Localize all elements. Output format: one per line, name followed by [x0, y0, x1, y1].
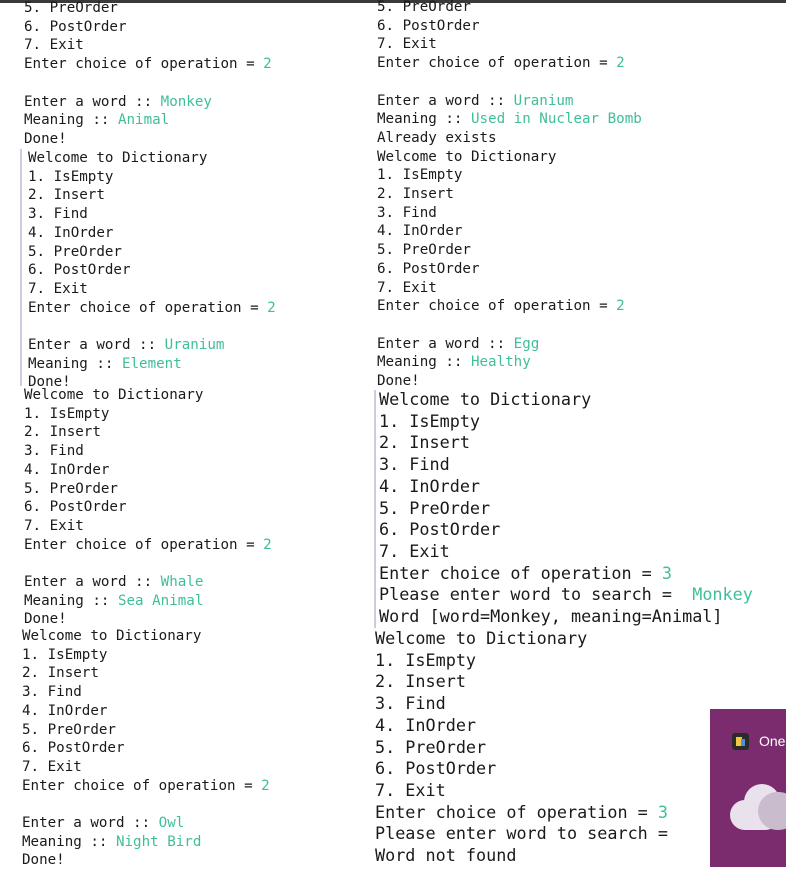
status-line: Already exists [377, 129, 497, 146]
word-input-line: Enter a word :: Uranium [377, 92, 574, 109]
word-value: Uranium [164, 337, 225, 354]
search-line: Please enter word to search = [375, 823, 679, 844]
choice-value: 2 [263, 56, 272, 73]
choice-line: Enter choice of operation = 3 [379, 562, 672, 583]
menu-item: 7. Exit [22, 758, 82, 775]
menu-item: 1. IsEmpty [24, 405, 110, 422]
toast-title: One [759, 733, 786, 749]
welcome-line: Welcome to Dictionary [22, 628, 202, 644]
menu-item: 4. InOrder [375, 714, 477, 735]
status-line: Done! [24, 611, 67, 628]
welcome-line: Welcome to Dictionary [28, 150, 208, 166]
menu-item: 5. PreOrder [375, 736, 487, 757]
status-line: Done! [28, 374, 71, 391]
menu-item: 7. Exit [24, 517, 84, 534]
menu-item: 7. Exit [375, 779, 446, 800]
word-value: Whale [160, 574, 204, 591]
meaning-line: Meaning :: Used in Nuclear Bomb [377, 111, 642, 128]
choice-line: Enter choice of operation = 2 [377, 55, 625, 72]
word-value: Owl [158, 815, 185, 832]
menu-item: 4. InOrder [28, 224, 114, 241]
menu-item: 6. PostOrder [24, 18, 127, 35]
menu-item: 2. Insert [22, 665, 99, 682]
choice-line: Enter choice of operation = 3 [375, 801, 668, 822]
word-input-line: Enter a word :: Whale [24, 574, 204, 591]
menu-item: 5. PreOrder [379, 497, 491, 518]
choice-line: Enter choice of operation = 2 [28, 299, 276, 316]
menu-item: 2. Insert [379, 432, 470, 453]
choice-value: 2 [263, 536, 272, 553]
menu-item: 6. PostOrder [379, 519, 501, 540]
console-block [22, 627, 270, 870]
console-block [28, 149, 276, 392]
meaning-line: Meaning :: Night Bird [22, 833, 202, 850]
menu-item: 3. Find [24, 443, 84, 460]
menu-item: 4. InOrder [377, 223, 463, 240]
search-term: Monkey [692, 584, 753, 605]
console-pane-left [0, 0, 370, 867]
word-input-line: Enter a word :: Uranium [28, 337, 225, 354]
menu-item: 6. PostOrder [377, 260, 480, 277]
welcome-line: Welcome to Dictionary [379, 389, 592, 409]
word-value: Monkey [160, 93, 212, 110]
menu-item: 6. PostOrder [22, 740, 125, 757]
menu-item: 1. IsEmpty [28, 168, 114, 185]
menu-item: 3. Find [375, 693, 446, 714]
status-line: Done! [377, 373, 420, 390]
menu-item: 7. Exit [377, 36, 437, 53]
welcome-line: Welcome to Dictionary [377, 148, 557, 165]
meaning-value: Animal [117, 112, 170, 129]
choice-value: 2 [616, 298, 625, 315]
search-line: Please enter word to search = Monkey [379, 584, 753, 605]
menu-item: 5. PreOrder [377, 0, 471, 15]
status-line: Done! [22, 852, 65, 869]
menu-item: 4. InOrder [379, 475, 481, 496]
menu-item: 6. PostOrder [375, 758, 497, 779]
meaning-value: Sea Animal [117, 592, 204, 609]
menu-item: 2. Insert [377, 186, 454, 203]
choice-line: Enter choice of operation = 2 [24, 536, 272, 553]
selection-bar [20, 149, 22, 386]
menu-item: 6. PostOrder [377, 17, 480, 34]
cloud-icon [730, 784, 786, 830]
word-input-line: Enter a word :: Monkey [24, 93, 212, 110]
menu-item: 5. PreOrder [24, 480, 118, 497]
notification-toast[interactable] [710, 709, 786, 867]
console-block [379, 389, 753, 628]
choice-value: 2 [261, 777, 270, 794]
menu-item: 3. Find [22, 684, 82, 701]
meaning-value: Used in Nuclear Bomb [470, 111, 642, 128]
menu-item: 3. Find [28, 206, 88, 223]
meaning-value: Element [121, 355, 182, 372]
menu-item: 2. Insert [375, 671, 466, 692]
search-result: Word not found [375, 845, 517, 866]
menu-item: 7. Exit [24, 37, 84, 54]
choice-value: 3 [661, 562, 672, 583]
menu-item: 4. InOrder [24, 461, 110, 478]
menu-item: 3. Find [377, 204, 437, 221]
menu-item: 2. Insert [28, 187, 105, 204]
choice-line: Enter choice of operation = 2 [22, 777, 270, 794]
meaning-line: Meaning :: Element [28, 355, 182, 372]
choice-value: 3 [657, 801, 668, 822]
menu-item: 2. Insert [24, 424, 101, 441]
choice-line: Enter choice of operation = 2 [377, 298, 625, 315]
meaning-value: Night Bird [115, 833, 202, 850]
choice-line: Enter choice of operation = 2 [24, 56, 272, 73]
status-line: Done! [24, 130, 67, 147]
menu-item: 3. Find [379, 454, 450, 475]
menu-item: 1. IsEmpty [377, 167, 463, 184]
menu-item: 1. IsEmpty [379, 410, 481, 431]
console-block [377, 0, 642, 391]
meaning-value: Healthy [470, 354, 531, 371]
meaning-line: Meaning :: Healthy [377, 354, 531, 371]
search-result: Word [word=Monkey, meaning=Animal] [379, 606, 723, 627]
menu-item: 5. PreOrder [377, 242, 471, 259]
menu-item: 6. PostOrder [24, 499, 127, 516]
meaning-line: Meaning :: Animal [24, 112, 170, 129]
menu-item: 1. IsEmpty [22, 646, 108, 663]
welcome-line: Welcome to Dictionary [375, 628, 588, 648]
menu-item: 6. PostOrder [28, 262, 131, 279]
app-icon [732, 733, 749, 750]
meaning-line: Meaning :: Sea Animal [24, 592, 204, 609]
menu-item: 5. PreOrder [22, 721, 116, 738]
menu-item: 7. Exit [377, 279, 437, 296]
menu-item: 5. PreOrder [28, 243, 122, 260]
menu-item: 1. IsEmpty [375, 649, 477, 670]
word-value: Egg [513, 335, 540, 352]
console-block [24, 386, 272, 629]
console-block [375, 628, 678, 867]
word-input-line: Enter a word :: Owl [22, 815, 185, 832]
selection-bar [374, 390, 376, 628]
word-input-line: Enter a word :: Egg [377, 335, 540, 352]
welcome-line: Welcome to Dictionary [24, 387, 204, 403]
console-block [24, 0, 272, 149]
word-value: Uranium [513, 92, 574, 109]
menu-item: 4. InOrder [22, 702, 108, 719]
choice-value: 2 [267, 299, 276, 316]
menu-item: 7. Exit [379, 540, 450, 561]
choice-value: 2 [616, 55, 625, 72]
menu-item: 7. Exit [28, 280, 88, 297]
menu-item: 5. PreOrder [24, 0, 118, 16]
